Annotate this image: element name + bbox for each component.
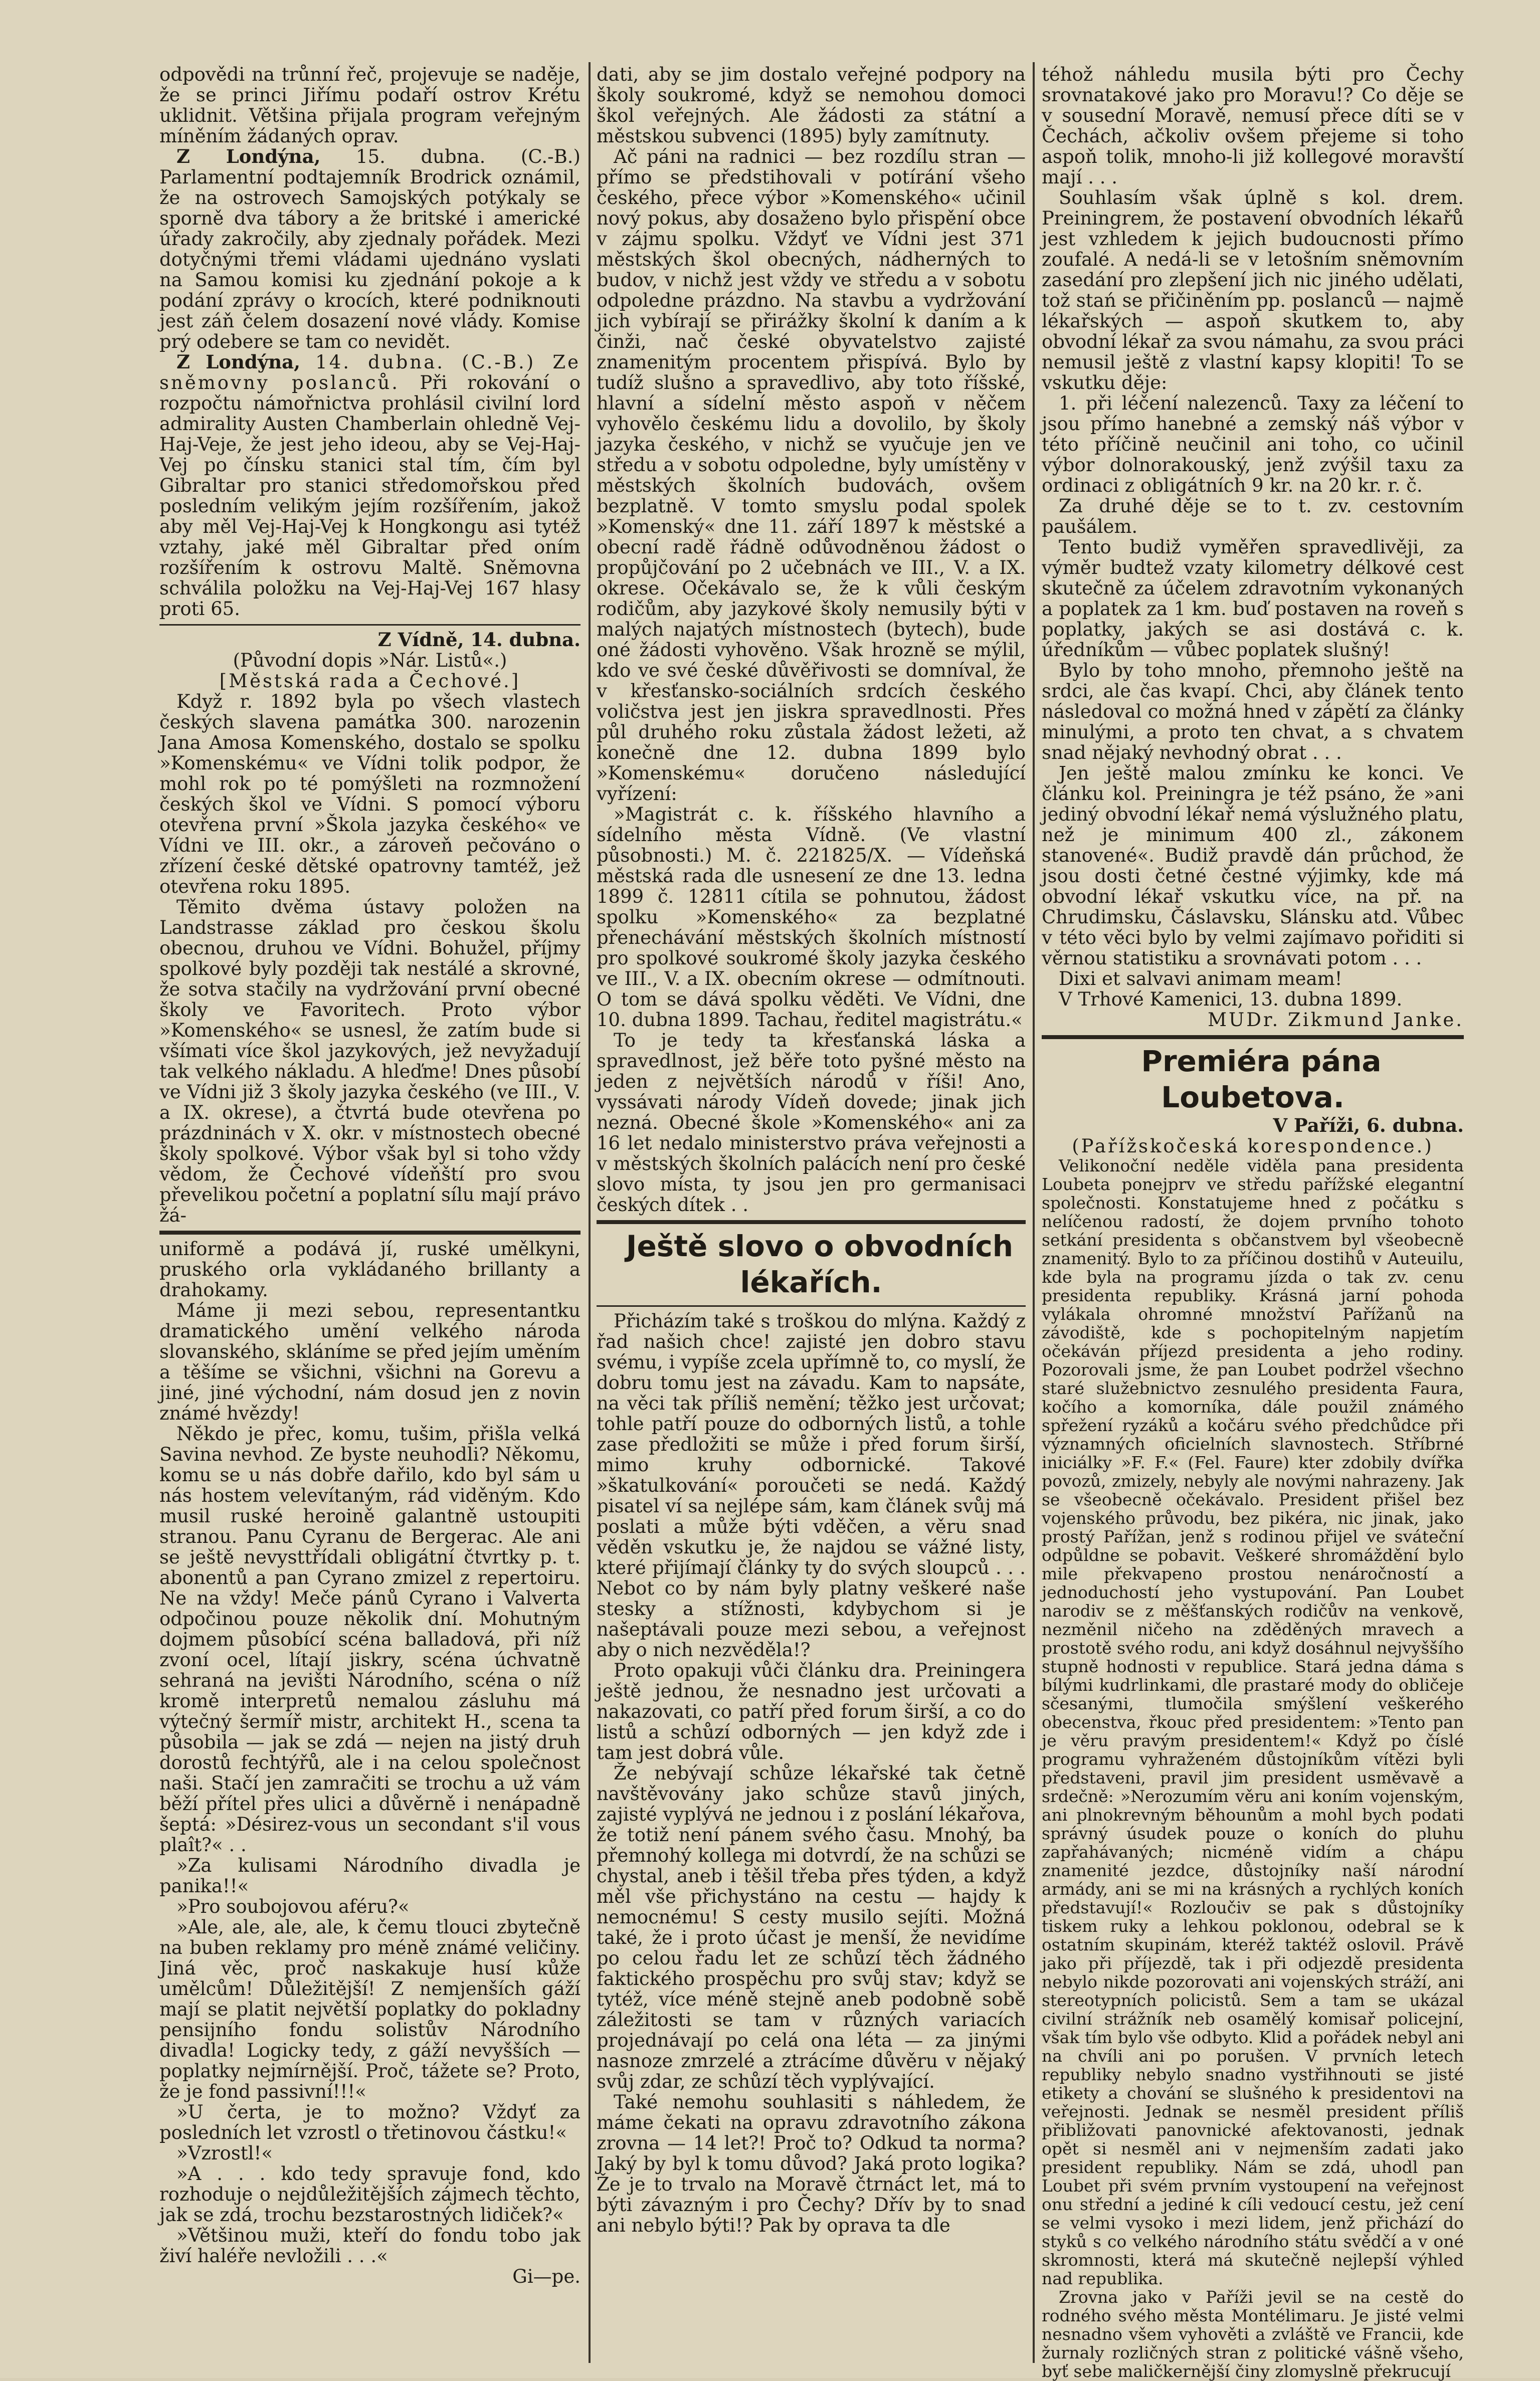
section-divider xyxy=(597,1220,1026,1224)
paragraph: »Za kulisami Národního divadla je panika!!« xyxy=(159,1855,581,1897)
paragraph: Někdo je přec, komu, tušim, přišla velká Savina nevhod. Ze byste neuhodli? Někomu, komu se u nás dobře dařilo, kdo byl sám u nás hostem velevítaným, rád viděným. Kdo musil ruské heroině galantně ustoupiti stranou. Panu Cyranu de Bergerac. Ale ani se ještě nevysttřídali obligátní čtvrtky p. t. abonentů a pan Cyrano zmizel z repertoiru. Ne na vždy! Meče pánů Cyrano i Valverta odpočinou pouze několik dní. Mohutným dojmem působící scéna balladová, při níž zvoní ocel, lítají jiskry, scéna úchvatně sehraná na jevišti Národního, scéna o níž kromě interpretů nemalou zásluhu má výtečný šermíř mistr, architekt H., scena ta působila — jak se zdá — nejen na jistý druh dorostů fechtýřů, ale i na celou společnost naši. Stačí jen zamračiti se trochu a už vám běží přítel přes ulici a důvěrně i nenápadně šeptá: »Désirez-vous un secondant s'il vous plaît?« . . xyxy=(159,1423,581,1856)
report-text: Při rokování o rozpočtu námořnictva prohlásil civilní lord admirality Austen Chamberlain ohledně Vej-Haj-Veje, že jest jeho ideou, aby se Vej-Haj-Vej po čínsku stanici stal tím, čím byl Gibraltar pro stanici středomořskou před posledním velikým jejím rozšířením, jakož aby měl Vej-Haj-Vej k Hongkongu asi tytéž vztahy, jaké měl Gibraltar před oním rozšířením k ostrovu Maltě. Sněmovna schválila položku na Vej-Haj-Vej 167 hlasy proti 65. xyxy=(159,372,581,620)
paragraph: Dixi et salvavi animam meam! xyxy=(1059,968,1342,989)
paragraph: Tento budiž vyměřen spravedlivěji, za výměr budtež vzaty kilometry délkové cest skutečně za účelem zdravotním vykonaných a poplatek za 1 km. buď postaven na roveň s poplatky, jakých se asi dostává c. k. úředníkům — vůbec poplatek slušný! xyxy=(1042,536,1464,661)
vienna-title: [Městská rada a Čechové.] xyxy=(219,670,521,692)
paragraph: Že nebývají schůze lékařské tak četně navštěvovány jako schůze stavů jiných, zajisté vyplývá ne jednou i z poslání lékařova, že totiž není pánem svého času. Mnohý, ba přemnohý kollega mi dotvrdí, že na schůzi se chystal, aneb i těšil třeba přes týden, a když měl vše přichystáno na cestu — hajdy k nemocnému! S cesty musilo sejíti. Možná také, že i proto účast je menší, že nevidíme po celou řadu let ze schůzí těch žádného faktického prospěchu pro svůj stav; když se tytéž, více méně stejně aneb podobně sobě záležitosti se tam v různých variacích projednávají po celá ona léta — za jinými nasnoze zmrzelé a ztrácíme důvěru v nějaký svůj zdar, ze schůzí těch vyplývající. xyxy=(597,1762,1026,2092)
paris-source: (Pařížskočeská korespondence.) xyxy=(1072,1135,1434,1157)
column-right xyxy=(1042,64,1464,2381)
paragraph: Těmito dvěma ústavy položen na Landstrasse základ pro českou školu obecnou, druhou ve Vídni. Bohužel, příjmy spolkové byly později tak nestálé a skrovné, že sotva stačily na vydržování první obecné školy ve Favoritech. Proto výbor »Komenského« se usnesl, že zatím bude si všímati více škol jazykových, jež nevyžadují tak velkého nákladu. A hleďme! Dnes působí ve Vídni již 3 školy jazyka českého (ve III., V. a IX. okrese), a čtvrtá bude otevřena po prázdninách v X. okr. v místnostech obecné školy spolkové. Výbor však byl si toho vždy vědom, že Čechové vídeňští pro svou převelikou početní a poplatní sílu mají právo žá- xyxy=(159,896,581,1226)
column-left xyxy=(159,64,581,2350)
london-report-1 xyxy=(159,146,581,352)
paragraph: téhož náhledu musila býti pro Čechy srovnatakové jako pro Moravu!? Co děje se v sousední Moravě, nemusí přece díti se v Čechách, ačkoliv ovšem přejeme si toho aspoň tolik, mnoho-li již kollegové moravští mají . . . xyxy=(1042,64,1464,188)
article-heading: Premiéra pána Loubetova. xyxy=(1141,1044,1382,1114)
paragraph: Ač páni na radnici — bez rozdílu stran — přímo se předstihovali v potírání všeho českého, přece výbor »Komenského« učinil nový pokus, aby dosaženo bylo přispění obce v zájmu spolku. Vždyť ve Vídni jest 371 městských škol obecných, nádherných to budov, v nichž jest vždy ve středu a v sobotu odpoledne prázdno. Na stavbu a vydržování jich vybírají se přirážky školní k daním a k činži, nač české obyvatelstvo zajisté znamenitým procentem přispívá. Bylo by tudíž slušno a spravedlivo, aby toto říšské, hlavní a sídelní město aspoň v něčem vyhovělo českému lidu a dovolilo, by školy jazyka českého, v nichž se vyučuje jen ve středu a v sobotu odpoledne, byly umístěny v městských školních budovách, ovšem bezplatně. V tomto smyslu podal spolek »Komenský« dne 11. září 1897 k městské a obecní radě řádně odůvodněnou žádost o propůjčování po 2 učebnách ve III., V. a IX. okrese. Očekávalo se, že k vůli českým rodičům, aby jazykové školy nemusily býti v malých najatých místnostech (bytech), bude oné žádosti vyhověno. Však hrozně se mýlil, kdo ve své české důvěřivosti se domníval, že v křesťansko-sociálních srdcích českého voličstva jest jen jiskra spravedlnosti. Přes půl druhého roku zůstala žádost ležeti, až konečně dne 12. dubna 1899 bylo »Komenskému« doručeno následující vyřízení: xyxy=(597,146,1026,805)
signature: MUDr. Zikmund Janke. xyxy=(1208,1009,1464,1031)
paragraph: »Vzrostl!« xyxy=(176,2142,273,2164)
article-heading: Ještě slovo o obvodních lékařích. xyxy=(626,1229,1014,1299)
section-divider xyxy=(1042,1035,1464,1039)
section-divider xyxy=(159,624,581,626)
vienna-dateline: Z Vídně, 14. dubna. xyxy=(377,629,581,651)
heading-underline xyxy=(597,1305,1026,1307)
paragraph: »A . . . kdo tedy spravuje fond, kdo rozhoduje o nejdůležitějších zájmech těchto, jak se zdá, trochu bezstarostných lidiček?« xyxy=(159,2163,581,2226)
column-rule-left xyxy=(589,62,591,2363)
paragraph: Proto opakuji vůči článku dra. Preiningera ještě jednou, že nesnadno jest určovati a nakazovati, co patří před forum širší, a co do listů a schůzí odborných — jen když zde i tam jest dobrá vůle. xyxy=(597,1660,1026,1763)
column-middle xyxy=(597,64,1026,2350)
paragraph: uniformě a podává jí, ruské umělkyni, pruského orla vykládaného brillanty a drahokamy. xyxy=(159,1238,581,1301)
paragraph: odpovědi na trůnní řeč, projevuje se naděje, že se princi Jiřímu podaří ostrov Krétu uklidnit. Většina přijala program veřejným míněním žádaných oprav. xyxy=(159,64,581,147)
paragraph: Bylo by toho mnoho, přemnoho ještě na srdci, ale čas kvapí. Chci, aby článek tento následoval co možná hned v zápětí za články minulými, a proto ten chvat, a s chvatem snad nějaký nevhodný obrat . . . xyxy=(1042,660,1464,763)
column-rule-right xyxy=(1033,62,1035,2363)
paragraph: »Pro soubojovou aféru?« xyxy=(176,1896,410,1917)
paragraph: dati, aby se jim dostalo veřejné podpory na školy soukromé, když se nemohou domoci škol veřejných. Ale žádosti za státní a městskou subvenci (1895) byly zamítnuty. xyxy=(597,64,1026,147)
paragraph: »Magistrát c. k. říšského hlavního a sídelního města Vídně. (Ve vlastní působnosti.) M. č. 221825/X. — Vídeňská městská rada dle usnesení ze dne 13. ledna 1899 č. 12811 cítila se pohnutou, žádost spolku »Komenského« za bezplatné přenechávání městských školních místností pro spolkové soukromé školy jazyka českého ve III., V. a IX. obecním okrese — odmítnouti. O tom se dává spolku věděti. Ve Vídni, dne 10. dubna 1899. Tachau, ředitel magistrátu.« xyxy=(597,804,1026,1031)
dateline: Z Londýna, xyxy=(176,351,301,373)
paris-dateline: V Paříži, 6. dubna. xyxy=(1273,1114,1464,1136)
paragraph: Zrovna jako v Paříži jevil se na cestě do rodného svého města Montélimaru. Je jisté velmi nesnadno všem vyhověti a zvláště ve Francii, kde žurnaly rozličných stran z politické vášně všeho, byť sebe maličkernější činy zlomyslně překrucují xyxy=(1042,2287,1464,2381)
paragraph: Jen ještě malou zmínku ke konci. Ve článku kol. Preiningra je též psáno, že »ani jediný obvodní lékař nemá výslužného platu, než je minimum 400 zl., zákonem stanovené«. Budiž pravdě dán průchod, že jsou dosti četné čestné výjimky, kde má obvodní lékař vskutku více, na př. na Chrudimsku, Čáslavsku, Slánsku atd. Vůbec v této věci bylo by velmi zajímavo pořiditi si věrnou statistiku a srovnávati potom . . . xyxy=(1042,762,1464,969)
paragraph: 1. při léčení nalezenců. Taxy za léčení to jsou přímo hanebné a zemský náš výbor v této příčině neučinil ani toho, co učinil výbor dolnorakouský, jenž zvýšil taxu za ordinaci z obligátních 9 kr. na 20 kr. r. č. xyxy=(1042,392,1464,496)
paragraph: Když r. 1892 byla po všech vlastech českých slavena památka 300. narozenin Jana Amosa Komenského, dostalo se spolku »Komenskému« ve Vídni tolik podpor, že mohl rok po té pomýšleti na rozmnožení českých škol ve Vídni. S pomocí výboru otevřena první »Škola jazyka českého« ve Vídni ve III. okr., a zároveň pečováno o zřízení české dětské opatrovny tamtéž, jež otevřena roku 1895. xyxy=(159,691,581,897)
report-text: 15. dubna. (C.-B.) Parlamentní podtajemník Brodrick oznámil, že na ostrovech Samojských potýkaly se sporně dva tábory a že britské i americké úřady zakročily, aby zjednaly pořádek. Mezi dotyčnými třemi vládami ujednáno vyslati na Samou komisi ku zjednání pokoje a k podání zprávy o krocích, které podniknouti jest záň čelem dosazení nové vlády. Komise prý odebere se tam co nevidět. xyxy=(159,146,581,352)
paragraph: V Trhové Kamenici, 13. dubna 1899. xyxy=(1059,988,1403,1010)
london-report-2 xyxy=(159,352,581,619)
paragraph: Také nemohu souhlasiti s náhledem, že máme čekati na opravu zdravotního zákona zrovna — 14 let?! Proč to? Odkud ta norma? Jaký by byl k tomu důvod? Jaká proto logika? Že je to trvalo na Moravě čtrnáct let, má to býti závazným i pro Čechy? Dřív by to snad ani nebylo býti!? Pak by oprava ta dle xyxy=(597,2091,1026,2236)
feuilleton-divider xyxy=(159,1231,581,1235)
paragraph: Za druhé děje se to t. zv. cestovním paušálem. xyxy=(1042,495,1464,537)
paragraph: »Většinou muži, kteří do fondu tobo jak živí haléře nevložili . . .« xyxy=(159,2225,581,2267)
dateline: Z Londýna, xyxy=(176,145,321,167)
paragraph: Přicházím také s troškou do mlýna. Každý z řad našich chce! zajisté jen dobro stavu svému, i vypíše zcela upřímně to, co myslí, že dobru tomu jest na závadu. Kam to napsáte, na věci tak příliš nemění; těžko jest určovat; tohle patří pouze do odborných listů, a tohle zase předložiti se může i před forum širší, mimo kruhy odbornické. Takové »škatulkování« poroučeti se nedá. Každý pisatel ví sa nejlépe sám, kam článek svůj má poslati a může býti vděčen, a věru snad věděn vskutku je, že najdou se vážné listy, které přijímají články ty do svých sloupců . . . Nebot co by nám byly platny veškeré naše stesky a stížnosti, kdybychom si je našeptávali pouze mezi sebou, a veřejnost aby o nich nezvěděla!? xyxy=(597,1310,1026,1661)
paragraph: Máme ji mezi sebou, representantku dramatického umění velkého národa slovanského, skláníme se před jejím uměním a těšíme se všichni, všichni na Gorevu a jiné, jiné východní, nám dosud jen z novin známé hvězdy! xyxy=(159,1300,581,1424)
paragraph: To je tedy ta křesťanská láska a spravedlnost, jež běře toto pyšné město na jeden z největších národů v říši! Ano, vyssávati národy Vídeň dovede; jinak jich nezná. Obecné škole »Komenského« ani za 16 let nedalo ministerstvo práva veřejnosti a v městských školních palácích není pro české slovo místa, ty jsou jen pro germanisaci českých dítek . . xyxy=(597,1030,1026,1216)
paragraph: »U čerta, je to možno? Vždyť za posledních let vzrostl o třetinovou částku!« xyxy=(159,2101,581,2143)
paragraph: Velikonoční neděle viděla pana presidenta Loubeta ponejprv ve středu pařížské elegantní společnosti. Konstatujeme hned z počátku s nelíčenou radostí, že dojem prvního tohoto setkání presidenta s občanstvem byl všeobecně znamenitý. Bylo to za příčinou dostihů v Auteuilu, kde byla na programu jízda o tak zv. cenu presidenta republiky. Krásná jarní pohoda vylákala ohromné množství Pařížanů na závodiště, kde s pochopitelným napjetím očekáván příjezd presidenta a jeho rodiny. Pozorovali jsme, že pan Loubet podržel všechno staré služebnictvo zesnulého presidenta Faura, kočího a komorníka, dále použil známého spřežení ryzáků a kočáru svého předchůdce při významných oficielních slavnostech. Stříbrné iniciálky »F. F.« (Fel. Faure) kter zdobily dvířka povozů, zmizely, nebyly ale novými nahrazeny. Jak se všeobecně očekávalo. President přišel bez vojenského průvodu, bez pikéra, nic jinak, jako prostý Pařížan, jenž s rodinou přijel ve sváteční odpůldne se pobavit. Veškeré shromáždění bylo mile překvapeno prostou nenáročností a jednoduchostí jeho vystupování. Pan Loubet narodiv se z měšťanských rodičův na venkově, nezměnil ničeho na zděděných mravech a prostotě svého rodu, ani když dosáhnul nejvyššího stupně hodnosti v republice. Stará jedna dáma s bílými kudrlinkami, dle prastaré mody do obličeje sčesanými, tlumočila smýšlení veškerého obecenstva, řkouc před presidentem: »Tento pan je věru pravým presidentem!« Když po číslé programu vyhraženém důstojníkům vítězi byli představeni, pravil jim president usměvavě a srdečně: »Nerozumím věru ani koním vojenským, ani plnokrevným běhounům a mohl bych podati správný úsudek pouze o koních do pluhu zapřahávaných; nicméně vidím a chápu znamenité jezdce, důstojníky naší národní armády, ani se mi na krásných a rychlých koních představují!« Rozloučiv se pak s důstojníky tiskem ruky a lehkou poklonou, odebral se k ostatním skupinám, kteréž taktéž oslovil. Právě jako při příjezdě, tak i při odjezdě presidenta nebylo nikde pozorovati ani vojenských stráží, ani stereotypních policistů. Sem a tam se ukázal civilní strážník neb osamělý komisař policejní, však tím bylo vše odbyto. Klid a pořádek nebyl ani na chvíli ani po porušen. V prvních letech republiky nebylo snadno vystřihnouti se jisté etikety a chování se slušného k presidentovi na veřejnosti. Jednak se nesměl president příliš přibližovati panovnické afektovanosti, jednak opět si nesměl ani v nejmenším zadati jako president republiky. Nám se zdá, uhodl pan Loubet při svém prvním vystoupení na veřejnost onu střední a jediné k cíli vedoucí cestu, jež cení se velmi vysoko i mezi lidem, jenž přichází do styků s co velkého národního státu svědčí a v oné skromnosti, která má skutečně nejlepší výhled nad republika. xyxy=(1042,1156,1464,2288)
vienna-source: (Původní dopis »Nár. Listů«.) xyxy=(233,650,507,671)
signature: Gi—pe. xyxy=(512,2266,581,2287)
paragraph: »Ale, ale, ale, ale, k čemu tlouci zbytečně na buben reklamy pro méně známé veličiny. Jiná věc, proč naskakuje husí kůže umělcům! Důležitější! Z nemjenších gáží mají se platit největší poplatky do pokladny pensijního fondu solistův Národního divadla! Logicky tedy, z gáží nevyšších — poplatky nejmírnější. Proč, tážete se? Proto, že je fond passivní!!!« xyxy=(159,1916,581,2102)
paragraph: Souhlasím však úplně s kol. drem. Preiningrem, že postavení obvodních lékařů jest vzhledem k jejich budoucnosti přímo zoufalé. A nedá-li se v letošním sněmovním zasedání pro zlepšení jich nic jiného udělati, tož stań se přičiněním pp. poslanců — najmě lékařských — aspoň skutkem to, aby obvodní lékař za svou námahu, za svou práci nemusil ještě z vlastní kapsy klopiti! To se vskutku děje: xyxy=(1042,187,1464,393)
report-subhead: 14. dubna. (C.-B.) Ze sněmovny poslanců. xyxy=(159,351,581,393)
